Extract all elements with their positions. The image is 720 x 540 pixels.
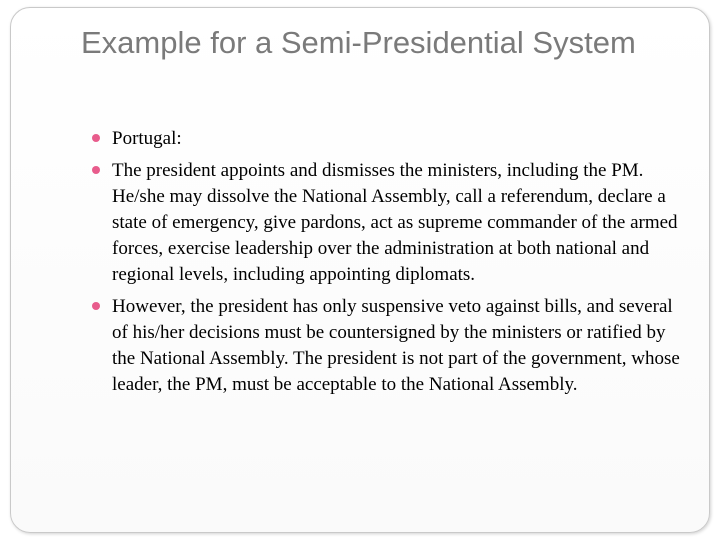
bullet-dot-icon — [92, 134, 100, 142]
slide-title: Example for a Semi-Presidential System — [81, 25, 636, 60]
bullet-list — [91, 126, 691, 404]
list-item — [91, 158, 691, 288]
bullet-text: However, the president has only suspensive veto against bills, and several of his/her decisions must be countersigned by the ministers or ratified by the National Assembly. The president is not part of the government, whose leader, the PM, must be acceptable to the National Assembly. — [112, 296, 680, 395]
bullet-text: The president appoints and dismisses the ministers, including the PM. He/she may dissolve the National Assembly, call a referendum, declare a state of emergency, give pardons, act as supreme commander of the armed forces, exercise leadership over the administration at both national and regional levels, including appointing diplomats. — [112, 160, 678, 285]
list-item — [91, 294, 691, 398]
slide — [10, 7, 710, 533]
bullet-dot-icon — [92, 302, 100, 310]
bullet-dot-icon — [92, 166, 100, 174]
bullet-text: Portugal: — [112, 128, 182, 149]
list-item — [91, 126, 691, 152]
